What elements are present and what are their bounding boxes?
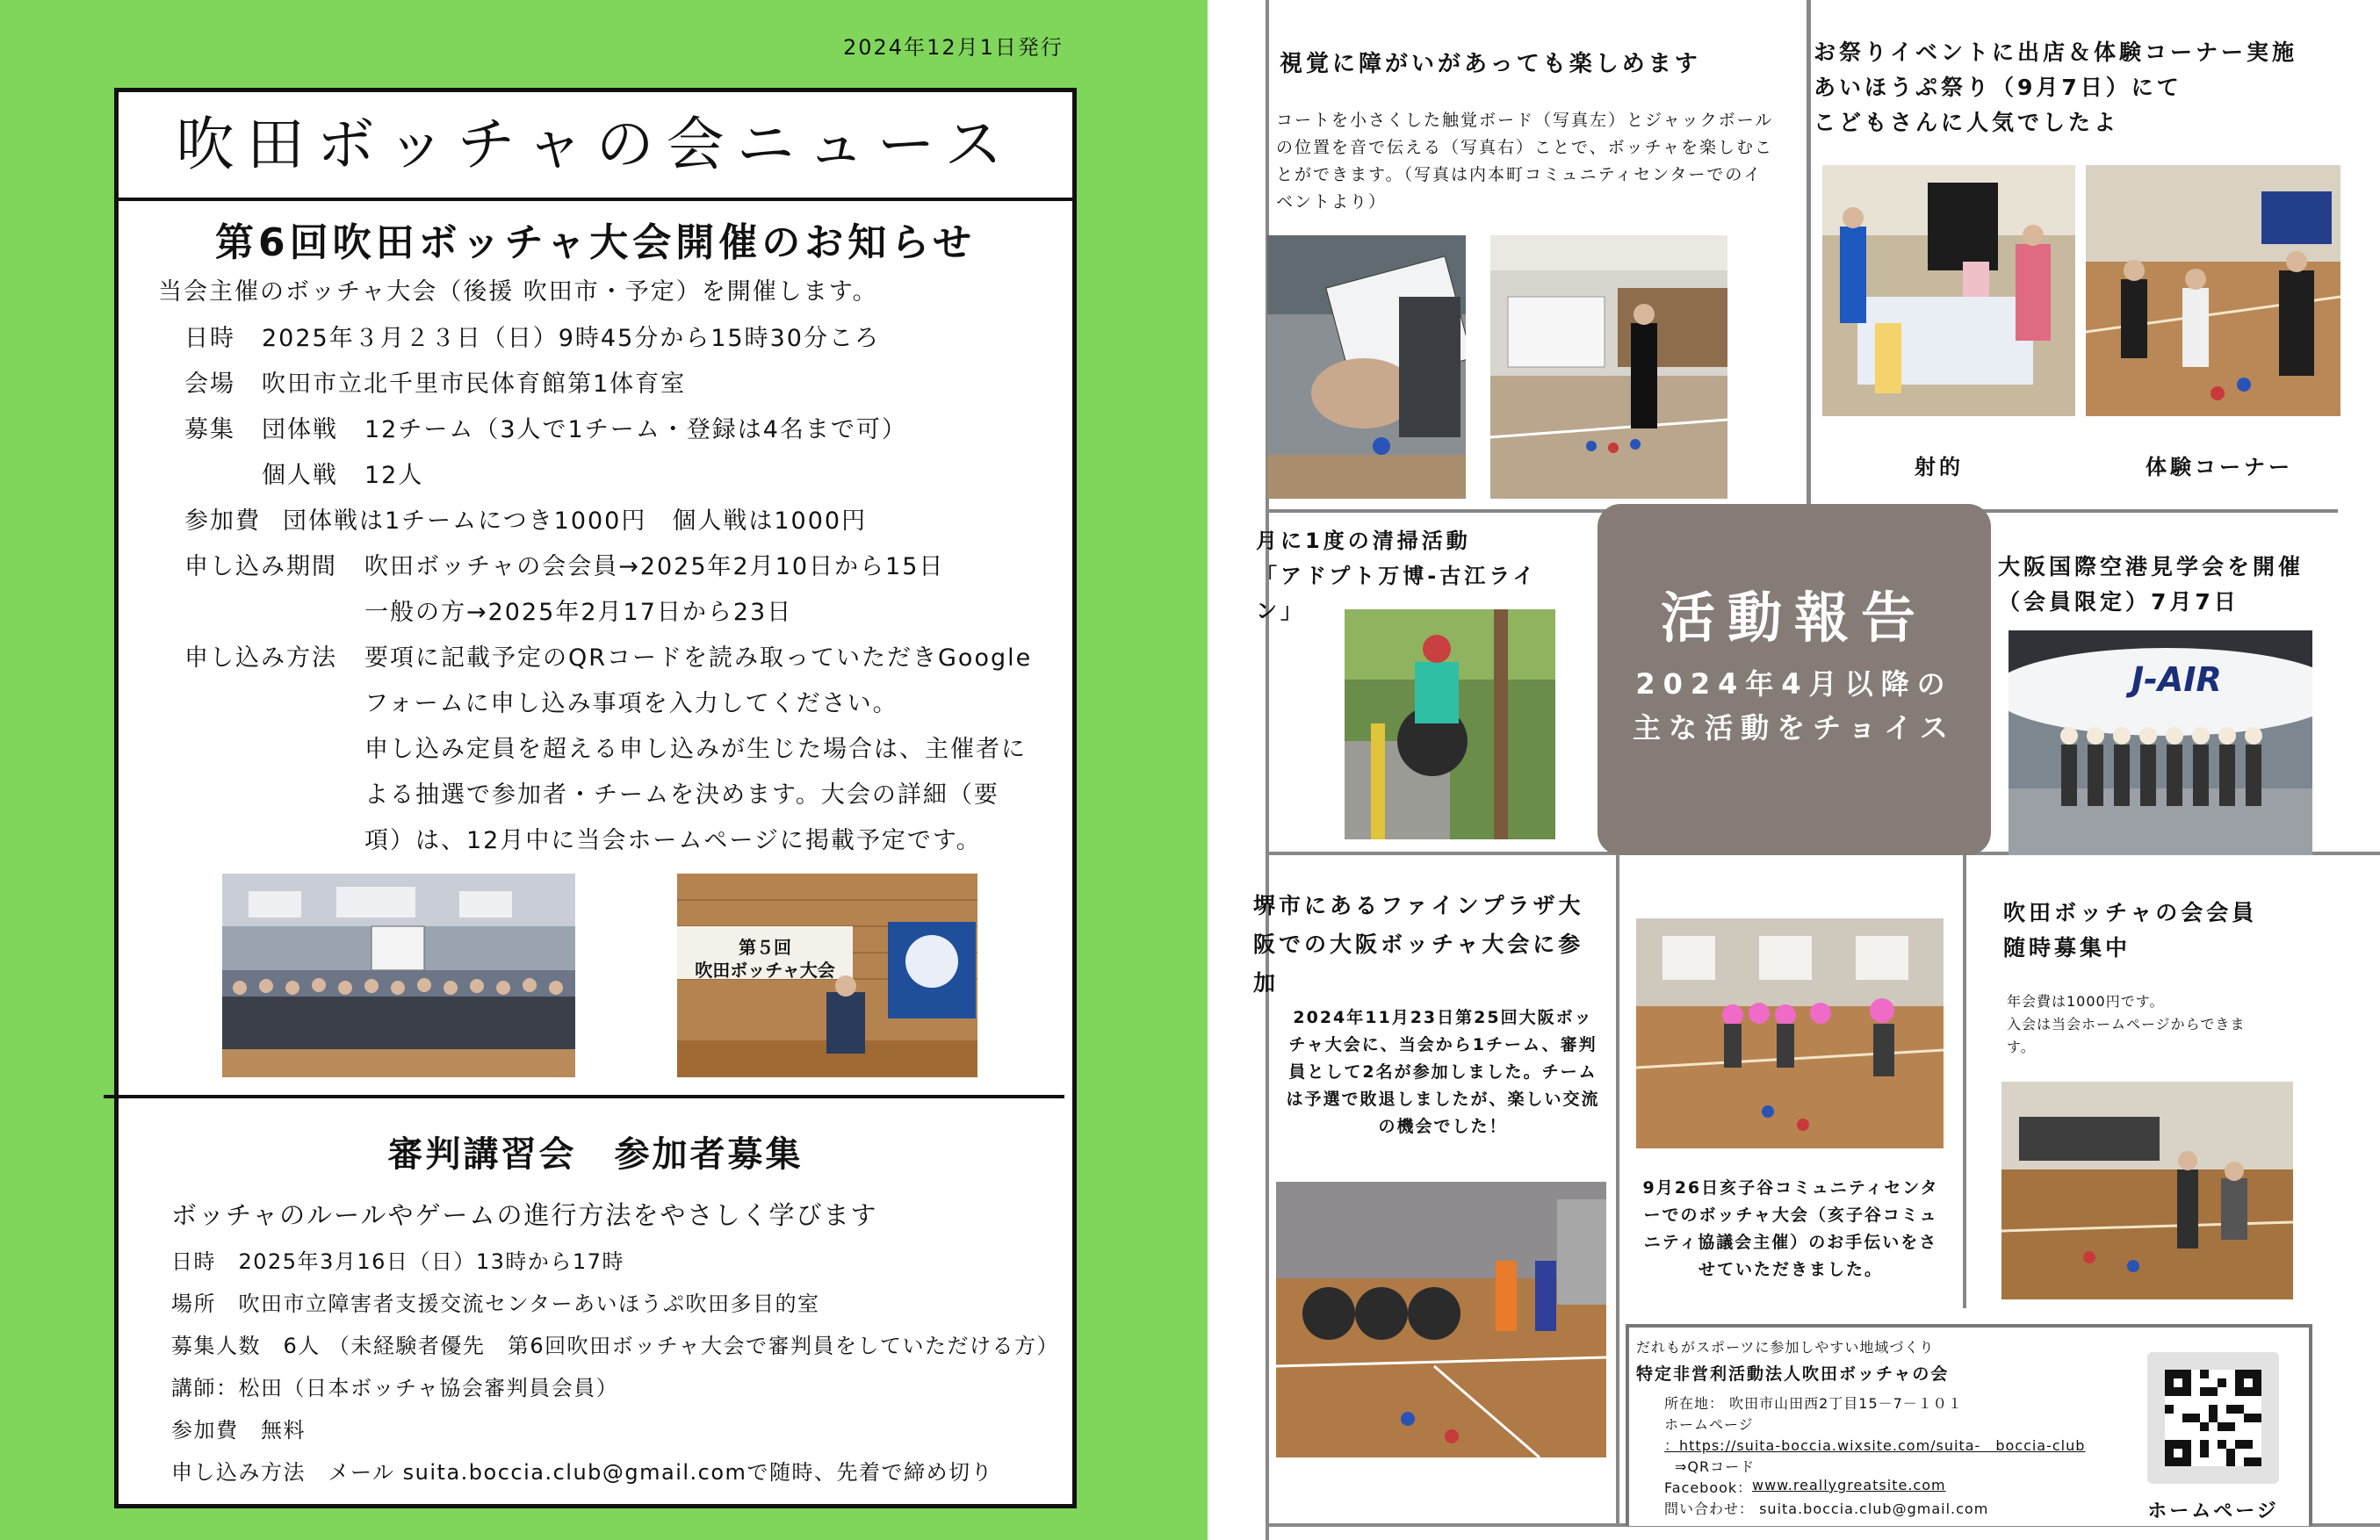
sakai-heading-3: 加	[1253, 970, 1280, 996]
cleanup-heading-3: ン」	[1256, 599, 1305, 623]
members-body	[2007, 990, 2246, 1059]
rule-lower-v2	[1963, 852, 1966, 1308]
referee-heading: 審判講習会 参加者募集	[387, 1134, 804, 1175]
method-line: フォームに申し込み事項を入力してください。	[364, 690, 898, 717]
community-center-body: 9月26日亥子谷コミュニティセンターでのボッチャ大会（亥子谷コミュニティ協議会主催）のお手伝いをさせていただきました。	[1642, 1178, 1939, 1279]
members-heading-1: 吹田ボッチャの会会員	[2003, 900, 2258, 925]
period-line-2: 一般の方→2025年2月17日から23日	[364, 599, 793, 626]
plane-logo: J-AIR	[2131, 660, 2222, 699]
qr-code-frame	[2147, 1352, 2279, 1484]
method-label: 申し込み方法	[184, 644, 337, 672]
rule-left-border	[1266, 0, 1269, 1540]
cleanup-heading-1: 月に1度の清掃活動	[1256, 529, 1471, 553]
sakai-heading-1: 堺市にあるファインプラザ大	[1253, 893, 1584, 918]
visual-heading: 視覚に障がいがあっても楽しめます	[1280, 51, 1701, 77]
caption-shooting: 射的	[1915, 455, 1964, 479]
activity-report-title: 活動報告	[1660, 586, 1928, 650]
rule-lower-v1	[1616, 852, 1619, 1523]
date-value: 2025年３月２３日（日）9時45分から15時30分ころ	[262, 325, 880, 352]
org-name: 特定非営利活動法人吹田ボッチャの会	[1636, 1364, 1950, 1384]
referee-line: 日時 2025年3月16日（日）13時から17時	[171, 1249, 624, 1274]
members-heading-2: 随時募集中	[2003, 935, 2131, 961]
issue-date: 2024年12月1日発行	[843, 35, 1064, 60]
tournament-intro: 当会主催のボッチャ大会（後援 吹田市・予定）を開催します。	[158, 278, 878, 306]
sound-jack-photo	[1490, 235, 1727, 499]
members-body-line: 年会費は1000円です。	[2007, 993, 2165, 1010]
method-line: 申し込み定員を超える申し込みが生じた場合は、主催者に	[364, 736, 1027, 763]
referee-intro: ボッチャのルールやゲームの進行方法をやさしく学びます	[171, 1200, 878, 1230]
activity-report-sub-1: 2024年4月以降の	[1635, 667, 1953, 701]
period-label: 申し込み期間	[184, 553, 337, 580]
members-photo	[2001, 1082, 2293, 1299]
venue-value: 吹田市立北千里市民体育館第1体育室	[262, 371, 687, 398]
facebook-label: Facebook：	[1664, 1479, 1753, 1496]
referee-line: 講師：松田（日本ボッチャ協会審判員会員）	[171, 1376, 619, 1400]
org-info-box	[1626, 1324, 2312, 1526]
section-divider	[104, 1095, 1064, 1098]
banner-line-1: 第５回	[739, 937, 791, 958]
fee-value: 団体戦は1チームにつき1000円 個人戦は1000円	[283, 507, 868, 535]
team-value: 12チーム（3人で1チーム・登録は4名まで可）	[364, 416, 907, 443]
newsletter-box	[114, 88, 1077, 1508]
method-line: よる抽選で参加者・チームを決めます。大会の詳細（要	[364, 781, 999, 809]
cleanup-photo	[1345, 609, 1555, 839]
community-center-photo	[1636, 918, 1944, 1148]
activity-report-box	[1597, 504, 1991, 855]
period-line-1: 吹田ボッチャの会会員→2025年2月10日から15日	[364, 553, 945, 580]
qr-note: ⇒QRコード	[1675, 1458, 1756, 1475]
qr-code-icon[interactable]	[2165, 1370, 2261, 1466]
homepage-link[interactable]: ：https://suita-boccia.wixsite.com/suita- boccia-club	[1664, 1437, 2086, 1454]
visual-body: コートを小さくした触覚ボード（写真左）とジャックボールの位置を音で伝える（写真右）ことで、ボッチャを楽しむことができます。（写真は内本町コミュニティセンターでのイベントより）	[1276, 111, 1774, 212]
experience-corner-photo	[2086, 165, 2340, 416]
date-label: 日時	[184, 325, 235, 352]
activity-report-sub-2: 主な活動をチョイス	[1633, 711, 1956, 745]
method-line: 要項に記載予定のQRコードを読み取っていただきGoogle	[364, 644, 1033, 672]
referee-line: 場所 吹田市立障害者支援交流センターあいほうぷ吹田多目的室	[171, 1292, 820, 1316]
facebook-link[interactable]: www.reallygreatsite.com	[1752, 1477, 1946, 1493]
recruit-label: 募集	[184, 416, 235, 443]
festival-heading-3: こどもさんに人気でしたよ	[1814, 110, 2120, 135]
airport-heading-2: （会員限定）7月7日	[1998, 589, 2239, 615]
shooting-game-photo	[1822, 165, 2075, 416]
members-body-line: 入会は当会ホームページからできま	[2007, 1016, 2246, 1033]
venue-label: 会場	[184, 371, 235, 398]
indiv-label: 個人戦	[262, 462, 338, 489]
homepage-label: ホームページ	[1664, 1416, 1754, 1433]
caption-experience: 体験コーナー	[2146, 455, 2293, 479]
airport-photo	[2009, 630, 2312, 855]
sakai-heading-2: 阪での大阪ボッチャ大会に参	[1253, 932, 1584, 957]
org-tagline: だれもがスポーツに参加しやすい地域づくり	[1636, 1339, 1935, 1356]
sakai-body: 2024年11月23日第25回大阪ボッチャ大会に、当会から1チーム、審判員として2名が参加しました。チームは予選で敗退しましたが、楽しい交流の機会でした！	[1286, 1008, 1600, 1136]
members-body-line: す。	[2007, 1039, 2036, 1055]
referee-line: 申し込み方法 メール suita.boccia.club@gmail.comで随時、先着で締め切り	[171, 1460, 993, 1485]
referee-line: 募集人数 6人 （未経験者優先 第6回吹田ボッチャ大会で審判員をしていただける方）	[171, 1334, 1059, 1358]
sakai-photo	[1276, 1182, 1606, 1457]
festival-heading-1: お祭りイベントに出店＆体験コーナー実施	[1814, 40, 2298, 65]
right-page	[1208, 0, 2380, 1540]
team-label: 団体戦	[262, 416, 338, 443]
tactile-board-photo	[1267, 235, 1466, 499]
tournament-heading: 第6回吹田ボッチャ大会開催のお知らせ	[215, 220, 976, 265]
newsletter-title: 吹田ボッチャの会ニュース	[119, 92, 1072, 201]
rule-top-vertical	[1807, 0, 1811, 506]
banner-line-2: 吹田ボッチャ大会	[695, 960, 835, 981]
cleanup-heading-2: 「アドプト万博-古江ライ	[1256, 564, 1538, 588]
org-address: 所在地： 吹田市山田西2丁目15－7－１０１	[1664, 1395, 1963, 1412]
fifth-tournament-photo	[677, 874, 977, 1077]
referee-line: 参加費 無料	[171, 1418, 306, 1443]
festival-heading-2: あいほうぷ祭り（9月7日）にて	[1814, 75, 2182, 100]
method-line: 項）は、12月中に当会ホームページに掲載予定です。	[364, 827, 982, 854]
group-photo	[222, 874, 575, 1077]
indiv-value: 12人	[364, 462, 424, 489]
airport-heading-1: 大阪国際空港見学会を開催	[1998, 554, 2304, 579]
contact-email[interactable]: 問い合わせ： suita.boccia.club@gmail.com	[1664, 1500, 1989, 1517]
qr-caption: ホームページ	[2147, 1500, 2279, 1522]
fee-label: 参加費	[184, 507, 261, 535]
